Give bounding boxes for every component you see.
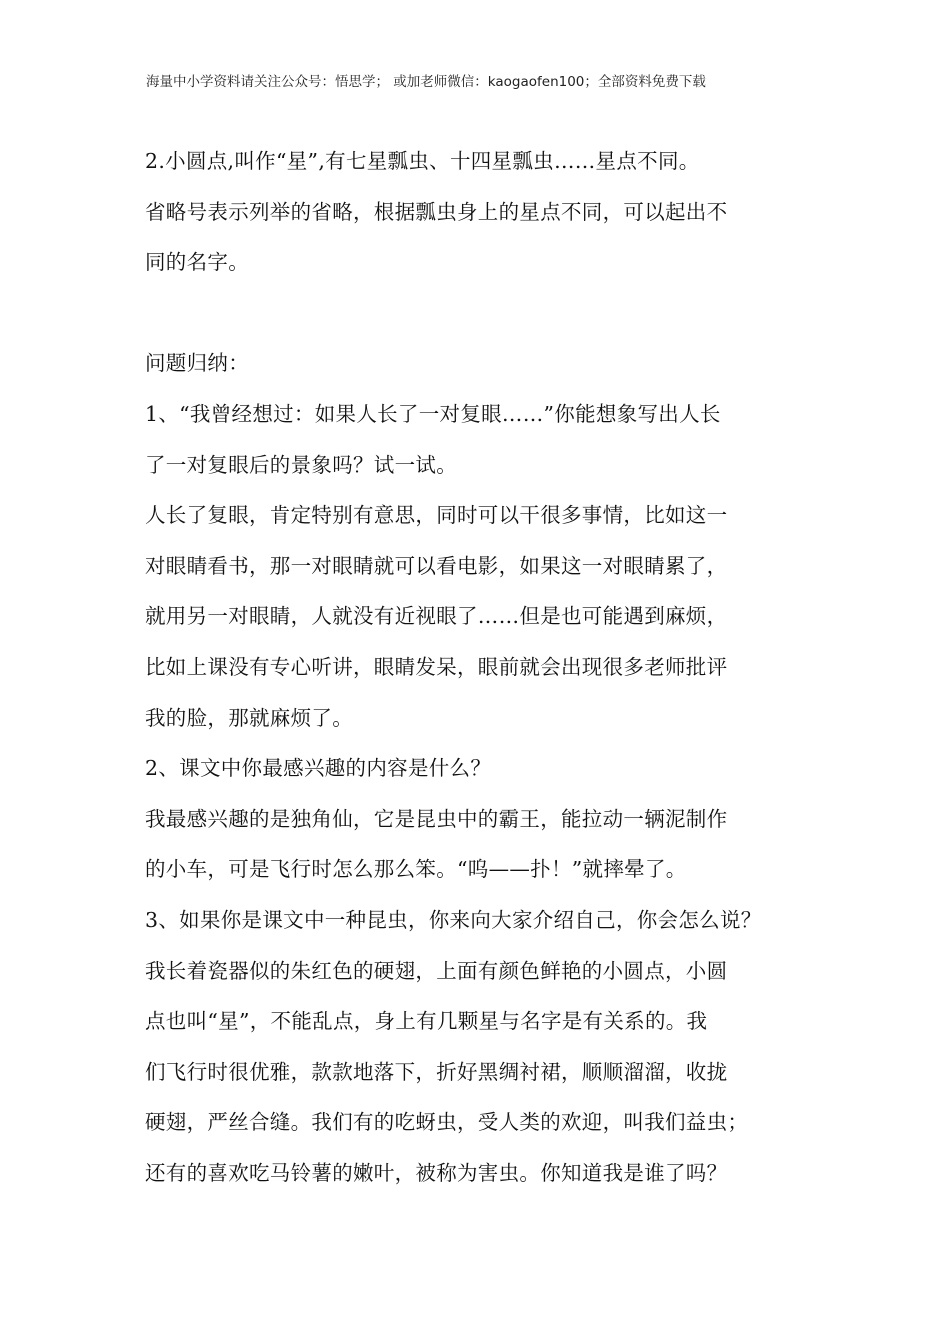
text-line: 同的名字。 (145, 250, 249, 275)
question-1-cont: 了一对复眼后的景象吗？试一试。 (145, 452, 457, 477)
header-note: 海量中小学资料请关注公众号：悟思学； 或加老师微信：kaogaofen100；全部资料免费下载 (146, 74, 706, 90)
question-2: 2、课文中你最感兴趣的内容是什么？ (145, 756, 492, 781)
text-line: 省略号表示列举的省略，根据瓢虫身上的星点不同，可以起出不 (145, 199, 728, 224)
answer-1-cont: 对眼睛看书，那一对眼睛就可以看电影，如果这一对眼睛累了， (145, 553, 728, 578)
question-3: 3、如果你是课文中一种昆虫，你来向大家介绍自己，你会怎么说？ (145, 907, 762, 932)
blank-line (145, 288, 825, 339)
answer-1-cont: 比如上课没有专心听讲，眼睛发呆，眼前就会出现很多老师批评 (145, 654, 728, 679)
answer-1: 人长了复眼，肯定特别有意思，同时可以干很多事情，比如这一 (145, 503, 728, 528)
answer-2-cont: 的小车，可是飞行时怎么那么笨。“呜——扑！”就摔晕了。 (145, 857, 687, 882)
text-line: 2.小圆点,叫作“星”,有七星瓢虫、十四星瓢虫……星点不同。 (145, 149, 700, 173)
answer-3-cont: 们飞行时很优雅，款款地落下，折好黑绸衬裙，顺顺溜溜，收拢 (145, 1059, 728, 1084)
section-heading: 问题归纳： (145, 351, 249, 376)
answer-3-cont: 还有的喜欢吃马铃薯的嫩叶，被称为害虫。你知道我是谁了吗？ (145, 1160, 728, 1185)
question-1: 1、“我曾经想过：如果人长了一对复眼……”你能想象写出人长 (145, 401, 721, 426)
answer-1-cont: 就用另一对眼睛，人就没有近视眼了……但是也可能遇到麻烦， (145, 604, 728, 629)
answer-3: 我长着瓷器似的朱红色的硬翅，上面有颜色鲜艳的小圆点，小圆 (145, 958, 728, 983)
answer-3-cont: 硬翅，严丝合缝。我们有的吃蚜虫，受人类的欢迎，叫我们益虫； (145, 1110, 749, 1135)
answer-3-cont: 点也叫“星”，不能乱点，身上有几颗星与名字是有关系的。我 (145, 1009, 708, 1034)
document-body (145, 136, 825, 1198)
answer-2: 我最感兴趣的是独角仙，它是昆虫中的霸王，能拉动一辆泥制作 (145, 806, 728, 831)
answer-1-cont: 我的脸，那就麻烦了。 (145, 705, 353, 730)
